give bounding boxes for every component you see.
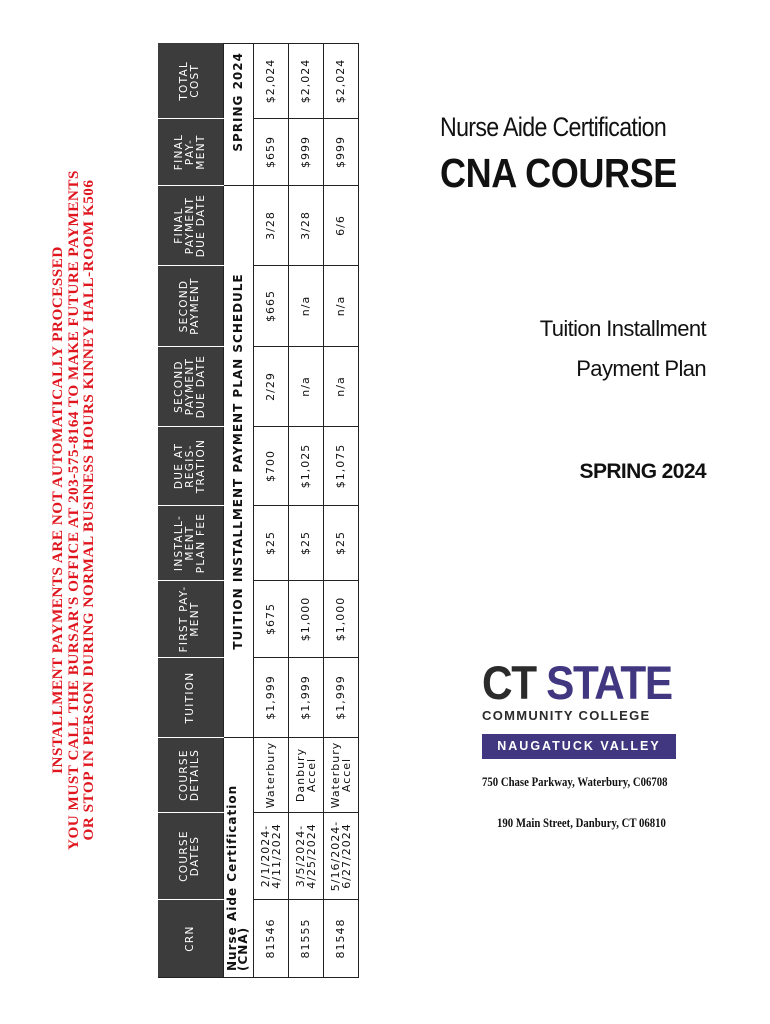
table-row <box>253 44 288 978</box>
cell-tuition: $1,999 <box>253 658 288 738</box>
cell-first-payment: $675 <box>253 581 288 658</box>
cell-total-cost: $2,024 <box>288 44 323 119</box>
cell-crn: 81548 <box>323 900 358 978</box>
cell-crn: 81546 <box>253 900 288 978</box>
table-title-row <box>223 44 253 978</box>
table-row <box>323 44 358 978</box>
header-total-cost: TOTAL COST <box>158 44 223 119</box>
ct-state-logo <box>482 656 678 759</box>
header-first-payment: FIRST PAY-MENT <box>158 581 223 658</box>
notice-line-3: OR STOP IN PERSON DURING NORMAL BUSINESS HOURS KINNEY HALL-ROOM K506 <box>80 179 97 841</box>
cell-total-cost: $2,024 <box>323 44 358 119</box>
header-course-details: COURSE DETAILS <box>158 738 223 813</box>
cell-tuition: $1,999 <box>288 658 323 738</box>
logo-community-college: COMMUNITY COLLEGE <box>482 708 651 723</box>
cell-final-due-date: 3/28 <box>253 186 288 266</box>
cell-final-payment: $999 <box>288 119 323 186</box>
cell-tuition: $1,999 <box>323 658 358 738</box>
logo-state: STATE <box>546 656 672 709</box>
header-tuition: TUITION <box>158 658 223 738</box>
cell-course-dates: 3/5/2024-4/25/2024 <box>288 813 323 900</box>
schedule-table-container <box>158 44 358 978</box>
table-header-row <box>158 44 223 978</box>
header-second-payment: SECOND PAYMENT <box>158 266 223 347</box>
address-danbury: 190 Main Street, Danbury, CT 06810 <box>497 816 666 830</box>
table-title-term: SPRING 2024 <box>223 44 253 186</box>
plan-title-line-2: Payment Plan <box>576 356 706 381</box>
address-waterbury: 750 Chase Parkway, Waterbury, C06708 <box>482 775 668 789</box>
header-due-at-registration: DUE AT REGIS-TRATION <box>158 427 223 506</box>
header-second-due-date: SECOND PAYMENT DUE DATE <box>158 347 223 427</box>
cell-plan-fee: $25 <box>253 506 288 581</box>
payment-notice <box>50 100 100 920</box>
logo-ct: CT <box>482 656 536 709</box>
notice-line-1: INSTALLMENT PAYMENTS ARE NOT AUTOMATICALLY PROCESSED <box>49 246 66 774</box>
course-title: CNA COURSE <box>440 150 677 196</box>
cell-course-details: Waterbury <box>253 738 288 813</box>
header-course-dates: COURSE DATES <box>158 813 223 900</box>
cell-course-dates: 5/16/2024-6/27/2024 <box>323 813 358 900</box>
cell-second-due-date: n/a <box>288 347 323 427</box>
cell-first-payment: $1,000 <box>323 581 358 658</box>
header-final-due-date: FINAL PAYMENT DUE DATE <box>158 186 223 266</box>
cell-second-payment: n/a <box>288 266 323 347</box>
table-row <box>288 44 323 978</box>
cell-final-payment: $659 <box>253 119 288 186</box>
table-title-course: Nurse Aide Certification (CNA) <box>223 738 253 978</box>
plan-title-line-1: Tuition Installment <box>539 316 706 341</box>
cell-due-at-registration: $1,025 <box>288 427 323 506</box>
notice-line-2: YOU MUST CALL THE BURSAR'S OFFICE AT 203-575-8164 TO MAKE FUTURE PAYMENTS <box>64 170 82 850</box>
cell-course-dates: 2/1/2024-4/11/2024 <box>253 813 288 900</box>
table-title-schedule: TUITION INSTALLMENT PAYMENT PLAN SCHEDULE <box>223 186 253 738</box>
cell-second-payment: $665 <box>253 266 288 347</box>
cell-second-due-date: n/a <box>323 347 358 427</box>
cell-course-details: Danbury Accel <box>288 738 323 813</box>
cell-second-payment: n/a <box>323 266 358 347</box>
cell-plan-fee: $25 <box>288 506 323 581</box>
cell-final-due-date: 6/6 <box>323 186 358 266</box>
cell-final-payment: $999 <box>323 119 358 186</box>
cell-due-at-registration: $700 <box>253 427 288 506</box>
cell-second-due-date: 2/29 <box>253 347 288 427</box>
cell-final-due-date: 3/28 <box>288 186 323 266</box>
cell-total-cost: $2,024 <box>253 44 288 119</box>
header-crn: CRN <box>158 900 223 978</box>
header-plan-fee: INSTALL-MENT PLAN FEE <box>158 506 223 581</box>
header-final-payment: FINAL PAY-MENT <box>158 119 223 186</box>
logo-wordmark <box>482 656 672 709</box>
cell-plan-fee: $25 <box>323 506 358 581</box>
plan-term: SPRING 2024 <box>579 460 706 483</box>
cell-due-at-registration: $1,075 <box>323 427 358 506</box>
payment-schedule-table <box>158 43 359 978</box>
cell-course-details: Waterbury Accel <box>323 738 358 813</box>
logo-campus-bar: NAUGATUCK VALLEY <box>482 734 676 759</box>
course-subtitle: Nurse Aide Certification <box>440 112 667 142</box>
cell-first-payment: $1,000 <box>288 581 323 658</box>
cell-crn: 81555 <box>288 900 323 978</box>
